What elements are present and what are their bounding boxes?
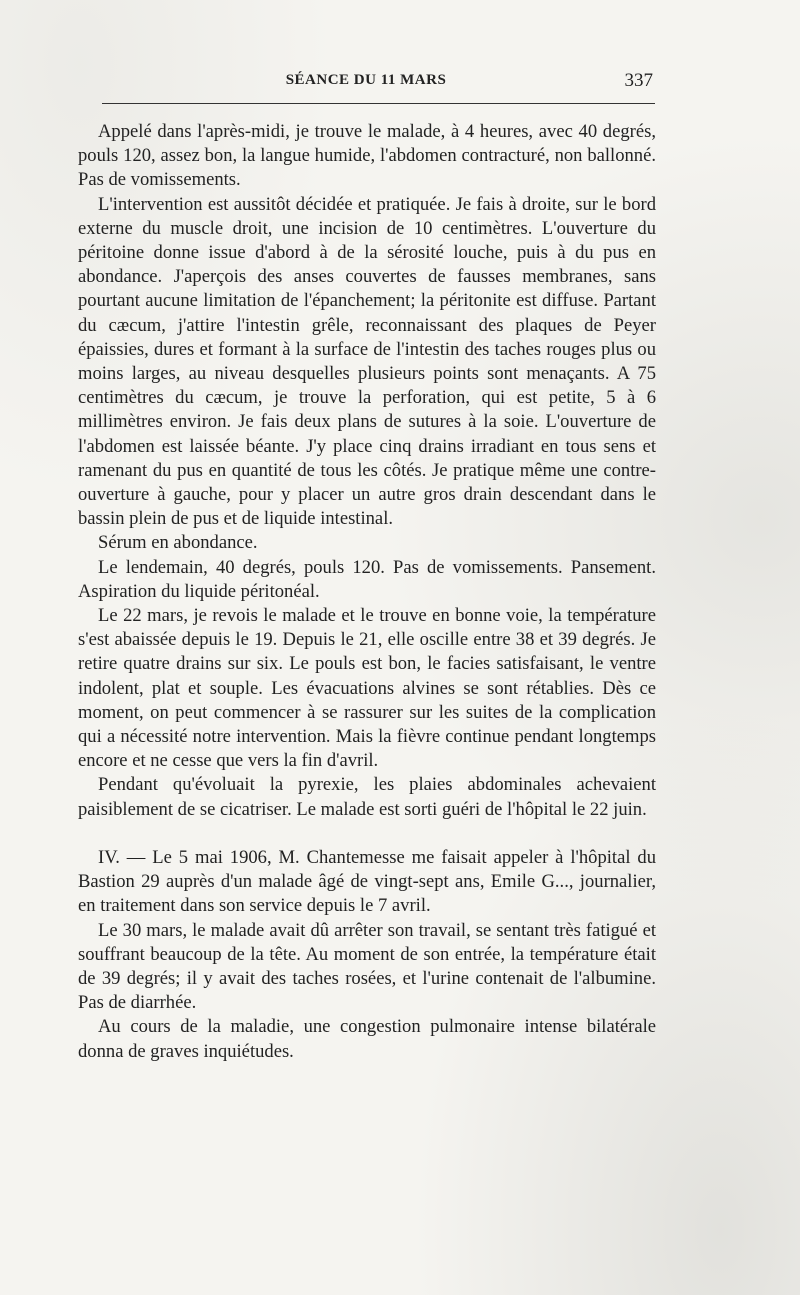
- page-header: [77, 72, 655, 98]
- case-iv-paragraph: IV. — Le 5 mai 1906, M. Chantemesse me faisait appeler à l'hôpital du Bastion 29 auprès d'un malade âgé de vingt-sept ans, Emile G..., journalier, en traitement dans son service depuis le 7 avril.: [78, 846, 656, 917]
- paragraph: Le 22 mars, je revois le malade et le trouve en bonne voie, la température s'est abaissée depuis le 19. Depuis le 21, elle oscille entre 38 et 39 degrés. Je retire quatre drains sur six. Le pouls est bon, le facies satisfaisant, le ventre indolent, plat et souple. Les évacuations alvines se sont rétablies. Dès ce moment, on peut commencer à se rassurer sur les suites de la complication qui a nécessité notre intervention. Mais la fièvre continue pendant longtemps encore et ne cesse que vers la fin d'avril.: [78, 605, 656, 772]
- page-number: 337: [624, 70, 653, 91]
- paragraph: Pendant qu'évoluait la pyrexie, les plaies abdominales achevaient paisiblement de se cicatriser. Le malade est sorti guéri de l'hôpital le 22 juin.: [78, 774, 656, 820]
- paragraph: Au cours de la maladie, une congestion pulmonaire intense bilatérale donna de graves inquiétudes.: [78, 1016, 656, 1062]
- header-rule: [102, 103, 655, 104]
- running-title: SÉANCE DU 11 MARS: [285, 72, 447, 88]
- paragraph: Appelé dans l'après-midi, je trouve le malade, à 4 heures, avec 40 degrés, pouls 120, assez bon, la langue humide, l'abdomen contracturé, non ballonné. Pas de vomissements.: [78, 121, 656, 191]
- paragraph: Le 30 mars, le malade avait dû arrêter son travail, se sentant très fatigué et souffrant beaucoup de la tête. Au moment de son entrée, la température était de 39 degrés; il y avait des taches rosées, et l'urine contenait de l'albumine. Pas de diarrhée.: [78, 919, 656, 1014]
- body-text: [78, 120, 656, 1064]
- paragraph: Sérum en abondance.: [98, 532, 258, 554]
- paragraph: Le lendemain, 40 degrés, pouls 120. Pas de vomissements. Pansement. Aspiration du liquide péritonéal.: [78, 556, 656, 602]
- paragraph: L'intervention est aussitôt décidée et pratiquée. Je fais à droite, sur le bord externe du muscle droit, une incision de 10 centimètres. L'ouverture du péritoine donne issue d'abord à de la sérosité louche, puis à du pus en abondance. J'aperçois des anses couvertes de fausses membranes, sans pourtant aucune limitation de l'épanchement; la péritonite est diffuse. Partant du cæcum, j'attire l'intestin grêle, reconnaissant des plaques de Peyer épaissies, dures et formant à la surface de l'intestin des taches rouges plus ou moins larges, au niveau desquelles plusieurs points sont menaçants. A 75 centimètres du cæcum, je trouve la perforation, qui est petite, 5 à 6 millimètres environ. Je fais deux plans de sutures à la soie. L'ouverture de l'abdomen est laissée béante. J'y place cinq drains irradiant en tous sens et ramenant du pus en quantité de tous les côtés. Je pratique même une contre-ouverture à gauche, pour y placer un autre gros drain descendant dans le bassin plein de pus et de liquide intestinal.: [78, 193, 656, 530]
